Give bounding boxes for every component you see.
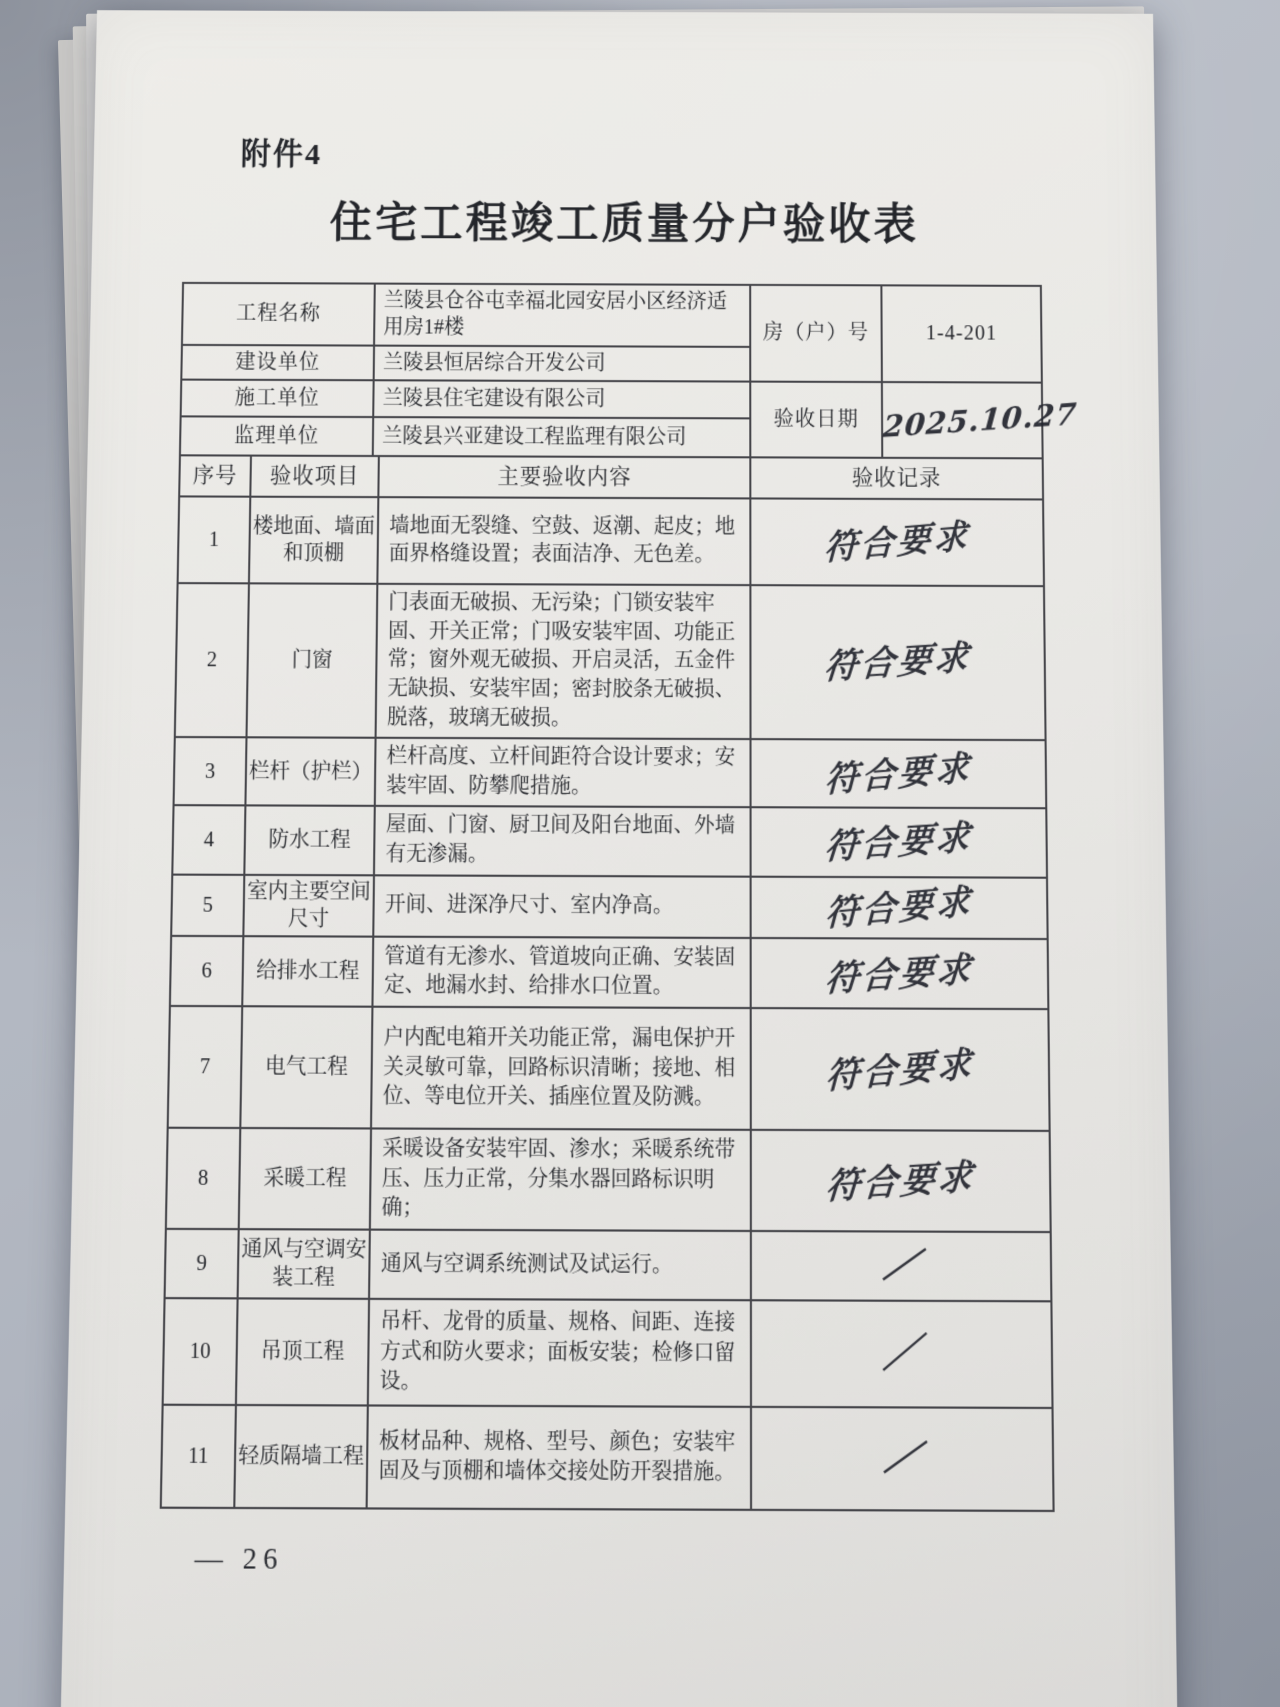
row-no: 5 <box>171 874 244 936</box>
row-content: 墙地面无裂缝、空鼓、返潮、起皮；地面界格缝设置；表面洁净、无色差。 <box>377 497 750 585</box>
handwritten-record: 符合要求 <box>823 947 976 1000</box>
row-item: 门窗 <box>246 584 377 738</box>
header-item: 验收项目 <box>250 456 379 498</box>
row-record <box>750 499 1044 587</box>
row-record <box>751 739 1047 808</box>
attachment-label: 附件4 <box>240 137 323 172</box>
handwritten-record: 符合要求 <box>822 636 973 688</box>
row-no: 10 <box>163 1298 238 1405</box>
developer-label: 建设单位 <box>181 345 374 381</box>
developer-value: 兰陵县恒居综合开发公司 <box>374 345 751 381</box>
row-item: 轻质隔墙工程 <box>234 1405 368 1508</box>
acceptance-date-handwritten <box>881 382 1079 458</box>
header-row <box>179 455 1043 499</box>
row-no: 8 <box>166 1128 240 1229</box>
table-row <box>161 1405 1054 1511</box>
header-content: 主要验收内容 <box>378 456 750 498</box>
house-number-value: 1-4-201 <box>881 285 1041 382</box>
row-item: 防水工程 <box>244 806 374 875</box>
handwritten-record: ／ <box>881 1243 920 1289</box>
header-no: 序号 <box>179 455 251 496</box>
row-content: 吊杆、龙骨的质量、规格、间距、连接方式和防火要求；面板安装；检修口留设。 <box>368 1299 751 1407</box>
table-row <box>174 737 1047 808</box>
row-item: 电气工程 <box>240 1007 372 1129</box>
handwritten-date: 2025.10.27 <box>881 396 1079 445</box>
table-row <box>165 1229 1052 1301</box>
acceptance-form <box>160 282 1079 1513</box>
project-info-table <box>179 282 1079 460</box>
table-row <box>170 936 1048 1009</box>
page-title: 住宅工程竣工质量分户验收表 <box>329 200 920 249</box>
handwritten-record: 符合要求 <box>824 880 974 935</box>
inspection-items-table <box>160 454 1055 1512</box>
table-row <box>171 874 1047 939</box>
row-item: 室内主要空间尺寸 <box>243 874 374 937</box>
row-content: 栏杆高度、立杆间距符合设计要求；安装牢固、防攀爬措施。 <box>375 738 751 808</box>
acceptance-date-label: 验收日期 <box>750 382 882 458</box>
row-item: 楼地面、墙面和顶棚 <box>249 497 378 584</box>
row-record <box>751 938 1049 1009</box>
row-no: 6 <box>170 936 243 1006</box>
row-item: 采暖工程 <box>239 1128 371 1230</box>
header-record: 验收记录 <box>750 458 1043 500</box>
row-no: 3 <box>174 737 247 806</box>
handwritten-record: 符合要求 <box>824 1154 977 1208</box>
table-row <box>181 380 1043 420</box>
table-row <box>175 583 1046 740</box>
row-content: 板材品种、规格、型号、颜色；安装牢固及与顶棚和墙体交接处防开裂措施。 <box>367 1406 751 1510</box>
row-item: 栏杆（护栏） <box>245 737 375 806</box>
project-name-value: 兰陵县仓谷屯幸福北园安居小区经济适用房1#楼 <box>374 284 750 347</box>
page-number: — 26 <box>194 1542 284 1576</box>
row-content: 户内配电箱开关功能正常，漏电保护开关灵敏可靠，回路标识清晰；接地、相位、等电位开关、插座位置及防溅。 <box>371 1007 751 1130</box>
row-record <box>751 1008 1050 1131</box>
row-record <box>751 876 1048 939</box>
row-item: 给排水工程 <box>242 936 373 1007</box>
row-no: 11 <box>161 1405 236 1508</box>
handwritten-record: ／ <box>882 1330 921 1378</box>
row-content: 屋面、门窗、厨卫间及阳台地面、外墙有无渗漏。 <box>374 806 751 876</box>
supervisor-value: 兰陵县兴亚建设工程监理有限公司 <box>373 417 751 457</box>
contractor-label: 施工单位 <box>181 380 374 417</box>
handwritten-record: 符合要求 <box>823 515 971 569</box>
handwritten-record: 符合要求 <box>823 816 975 868</box>
row-item: 吊顶工程 <box>236 1299 369 1406</box>
house-number-label: 房（户）号 <box>750 285 882 382</box>
table-row <box>178 497 1044 587</box>
row-record <box>751 1130 1051 1232</box>
supervisor-label: 监理单位 <box>180 417 373 457</box>
row-item: 通风与空调安装工程 <box>238 1229 370 1299</box>
row-no: 9 <box>165 1229 239 1299</box>
table-row <box>182 283 1042 348</box>
row-content: 采暖设备安装牢固、渗水；采暖系统带压、压力正常，分集水器回路标识明确； <box>370 1129 751 1232</box>
row-record <box>750 585 1045 740</box>
document-page <box>58 10 1179 1707</box>
row-record <box>751 1231 1052 1301</box>
table-row <box>163 1298 1053 1408</box>
row-no: 4 <box>172 805 245 874</box>
table-row <box>172 805 1047 877</box>
row-no: 2 <box>175 583 249 737</box>
row-record <box>751 1301 1053 1409</box>
row-content: 管道有无渗水、管道坡向正确、安装固定、地漏水封、给排水口位置。 <box>372 937 750 1008</box>
row-no: 1 <box>178 497 251 584</box>
table-row <box>166 1128 1051 1232</box>
handwritten-record: 符合要求 <box>824 746 973 801</box>
row-content: 开间、进深净尺寸、室内净高。 <box>373 875 750 938</box>
row-content: 通风与空调系统测试及试运行。 <box>369 1230 751 1301</box>
handwritten-record: 符合要求 <box>824 1041 975 1097</box>
project-name-label: 工程名称 <box>182 283 375 345</box>
row-record <box>751 1407 1054 1511</box>
handwritten-record: ／ <box>882 1435 922 1482</box>
row-content: 门表面无破损、无污染；门锁安装牢固、开关正常；门吸安装牢固、功能正常；窗外观无破损、开启灵活，五金件无缺损、安装牢固；密封胶条无破损、脱落，玻璃无破损。 <box>376 584 751 739</box>
table-row <box>168 1006 1050 1131</box>
row-no: 7 <box>168 1006 243 1128</box>
row-record <box>751 808 1047 878</box>
contractor-value: 兰陵县住宅建设有限公司 <box>373 380 750 418</box>
